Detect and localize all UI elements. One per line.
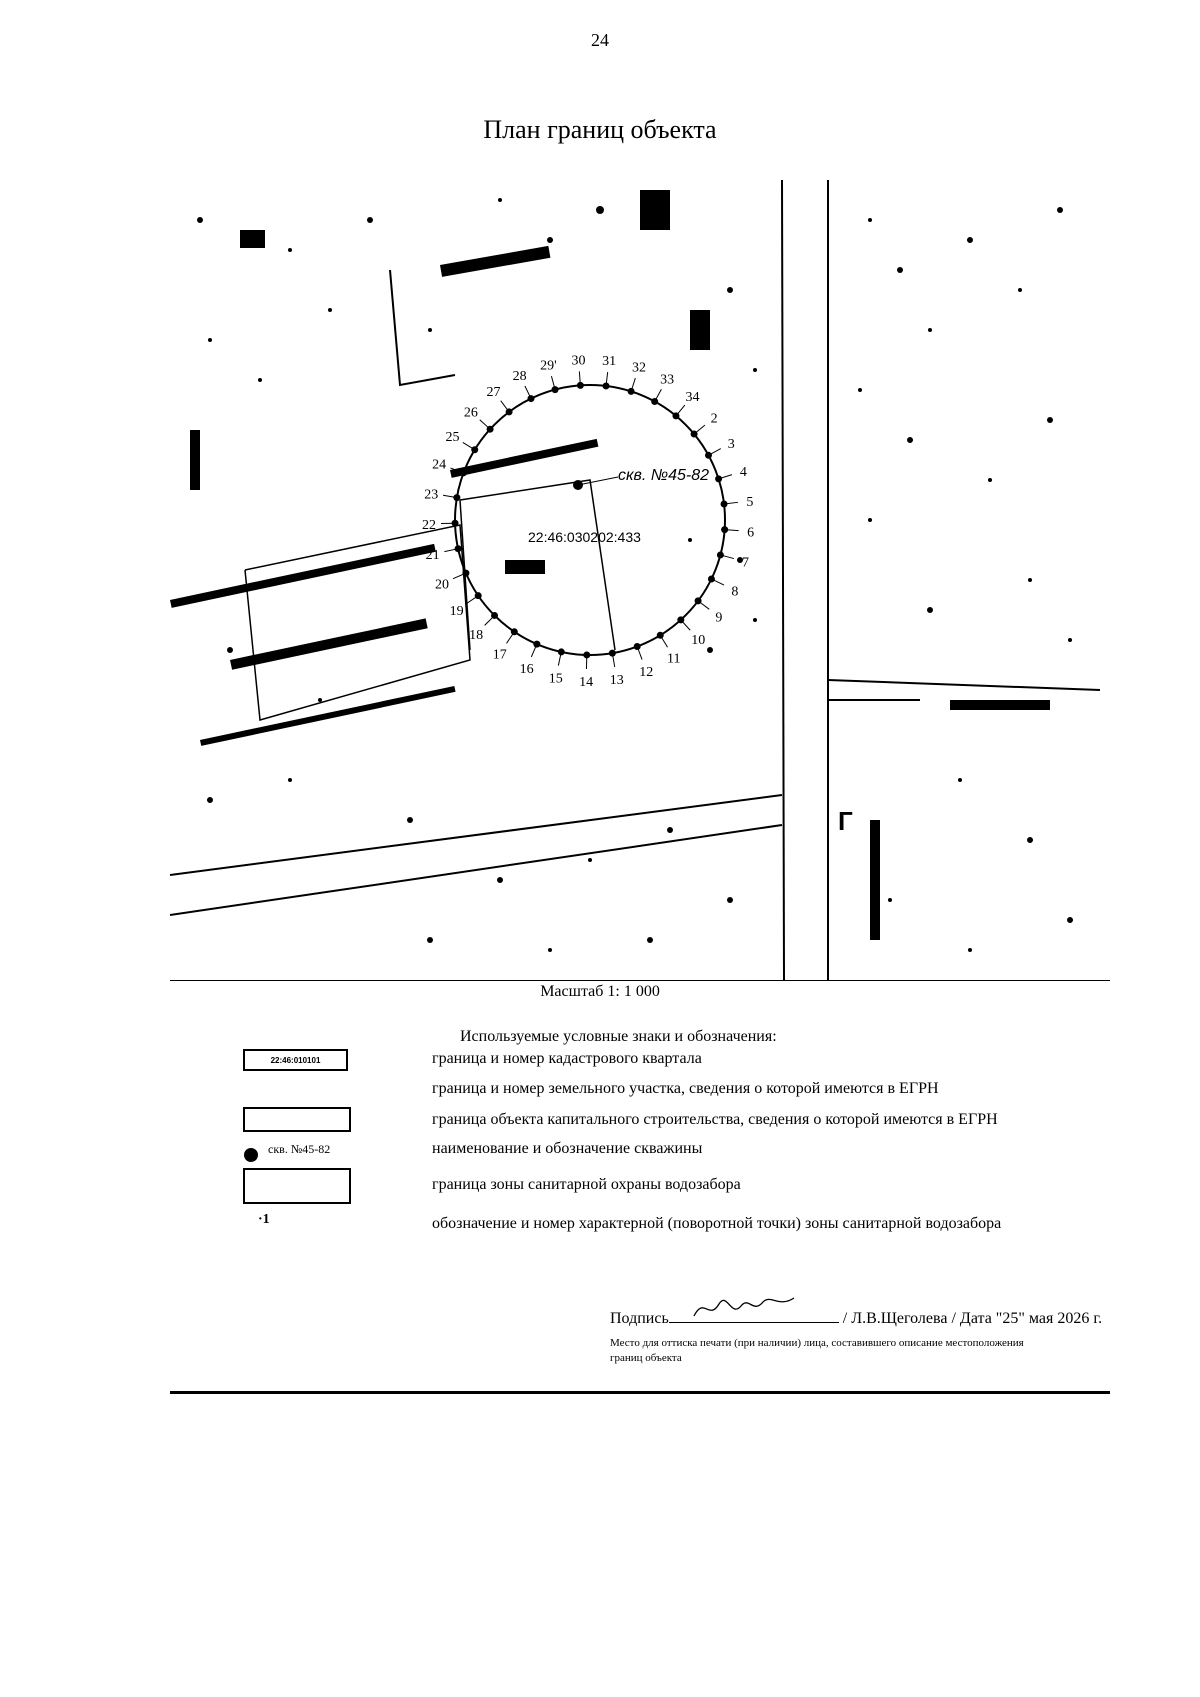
- boundary-plan-map: [170, 180, 1100, 980]
- zone-point-label: 10: [691, 633, 706, 649]
- quarter-legend-symbol: 22:46:010101: [243, 1049, 348, 1071]
- handwritten-signature: [669, 1308, 839, 1323]
- zone-point-label: 8: [731, 584, 739, 600]
- zone-point-leader: [525, 386, 531, 399]
- zone-point-leader: [676, 405, 685, 416]
- zone-point-label: 31: [602, 354, 617, 370]
- building-legend-symbol: [243, 1107, 351, 1132]
- zone-point-label: 3: [727, 436, 735, 452]
- terrain-texture: [197, 198, 1073, 952]
- page-title: План границ объекта: [483, 115, 717, 144]
- road-horizontal: [170, 680, 1100, 915]
- zone-point-label: 17: [492, 647, 507, 663]
- zone-point-label: 21: [425, 548, 440, 564]
- zone-point-label: 12: [639, 664, 654, 680]
- zone-point-label: 20: [434, 577, 449, 593]
- zone-point-label: 14: [579, 674, 594, 690]
- zone-point-label: 5: [746, 494, 754, 510]
- zone-point-label: 4: [739, 464, 747, 480]
- zone-point-leader: [711, 579, 724, 585]
- zone-point-label: 7: [742, 555, 750, 571]
- zone-point-label: 15: [548, 671, 563, 687]
- building-outlines: [170, 190, 1050, 940]
- well-legend-label: скв. №45-82: [268, 1142, 331, 1156]
- zone-point-label: 28: [512, 369, 527, 385]
- point-legend-symbol: ·1: [258, 1212, 270, 1227]
- zone-point-label: 24: [432, 457, 447, 473]
- zone-turning-points: [422, 353, 754, 690]
- zone-point-leader: [506, 632, 514, 644]
- road-vertical: [782, 180, 828, 980]
- legend-zone-text: граница зоны санитарной охраны водозабора: [432, 1176, 741, 1193]
- zone-point-label: 30: [571, 353, 586, 369]
- bottom-rule: [170, 1391, 1110, 1394]
- well-legend-dot: [244, 1148, 258, 1162]
- zone-point-label: 23: [424, 487, 439, 503]
- legend-parcel-text: граница и номер земельного участка, сведения о которой имеются в ЕГРН: [432, 1080, 939, 1097]
- zone-point-leader: [485, 615, 495, 625]
- zone-point-label: 33: [660, 372, 675, 388]
- zone-point-label: 2: [710, 411, 718, 427]
- zone-point-leader: [463, 442, 475, 449]
- map-frame: [170, 180, 1100, 980]
- zone-point-label: 13: [609, 672, 624, 688]
- legend-heading: Используемые условные знаки и обозначения:: [460, 1028, 777, 1045]
- legend-well-text: наименование и обозначение скважины: [432, 1140, 703, 1157]
- well-label: скв. №45-82: [618, 467, 710, 484]
- zone-point-marker: [552, 386, 559, 393]
- parcel-number: 22:46:030202:433: [528, 529, 641, 545]
- zone-point-label: 25: [445, 430, 460, 446]
- map-bottom-rule: [170, 980, 1110, 981]
- legend-quarter-text: граница и номер кадастрового квартала: [432, 1050, 702, 1067]
- zone-point-marker: [717, 551, 724, 558]
- zone-point-leader: [655, 389, 662, 401]
- zone-point-label: 32: [632, 360, 647, 376]
- zone-point-label: 6: [747, 525, 755, 541]
- signature-prefix: Подпись: [610, 1310, 669, 1327]
- zone-point-leader: [698, 601, 709, 609]
- zone-point-leader: [694, 425, 705, 434]
- page-number: 24: [591, 30, 609, 50]
- legend-building-text: граница объекта капитального строительства, сведения о которой имеются в ЕГРН: [432, 1111, 998, 1128]
- well-marker: [573, 477, 618, 490]
- zone-point-label: 16: [519, 662, 534, 678]
- zone-point-leader: [681, 620, 690, 630]
- zone-point-leader: [467, 596, 479, 604]
- stamp-note: Место для оттиска печати (при наличии) лица, составившего описание местоположения границ объекта: [610, 1337, 1024, 1364]
- zone-point-marker: [558, 648, 565, 655]
- legend-point-text: обозначение и номер характерной (поворотной точки) зоны санитарной водозабора: [432, 1215, 1002, 1232]
- signature-line: [610, 1308, 1102, 1328]
- zone-point-leader: [501, 401, 509, 412]
- zone-point-label: 11: [667, 651, 681, 667]
- zone-point-label: 34: [685, 389, 700, 405]
- zone-point-label: 18: [469, 627, 484, 643]
- zone-point-label: 29': [540, 358, 557, 374]
- zone-point-marker: [533, 641, 540, 648]
- zone-point-leader: [480, 420, 490, 429]
- zone-point-marker: [455, 545, 462, 552]
- signature-text: / Л.В.Щеголева / Дата "25" мая 2026 г.: [842, 1310, 1103, 1327]
- zone-point-label: 26: [463, 405, 478, 421]
- zone-point-label: 22: [422, 517, 437, 533]
- map-scale: Масштаб 1: 1 000: [540, 983, 660, 1000]
- quarter-boundary: [390, 270, 455, 385]
- zone-point-label: 19: [449, 604, 464, 620]
- zone-point-leader: [660, 635, 667, 647]
- road-mark: Г: [838, 806, 853, 836]
- zone-legend-symbol: [243, 1168, 351, 1204]
- zone-point-label: 9: [715, 610, 723, 626]
- zone-point-leader: [708, 449, 720, 456]
- zone-point-label: 27: [486, 385, 501, 401]
